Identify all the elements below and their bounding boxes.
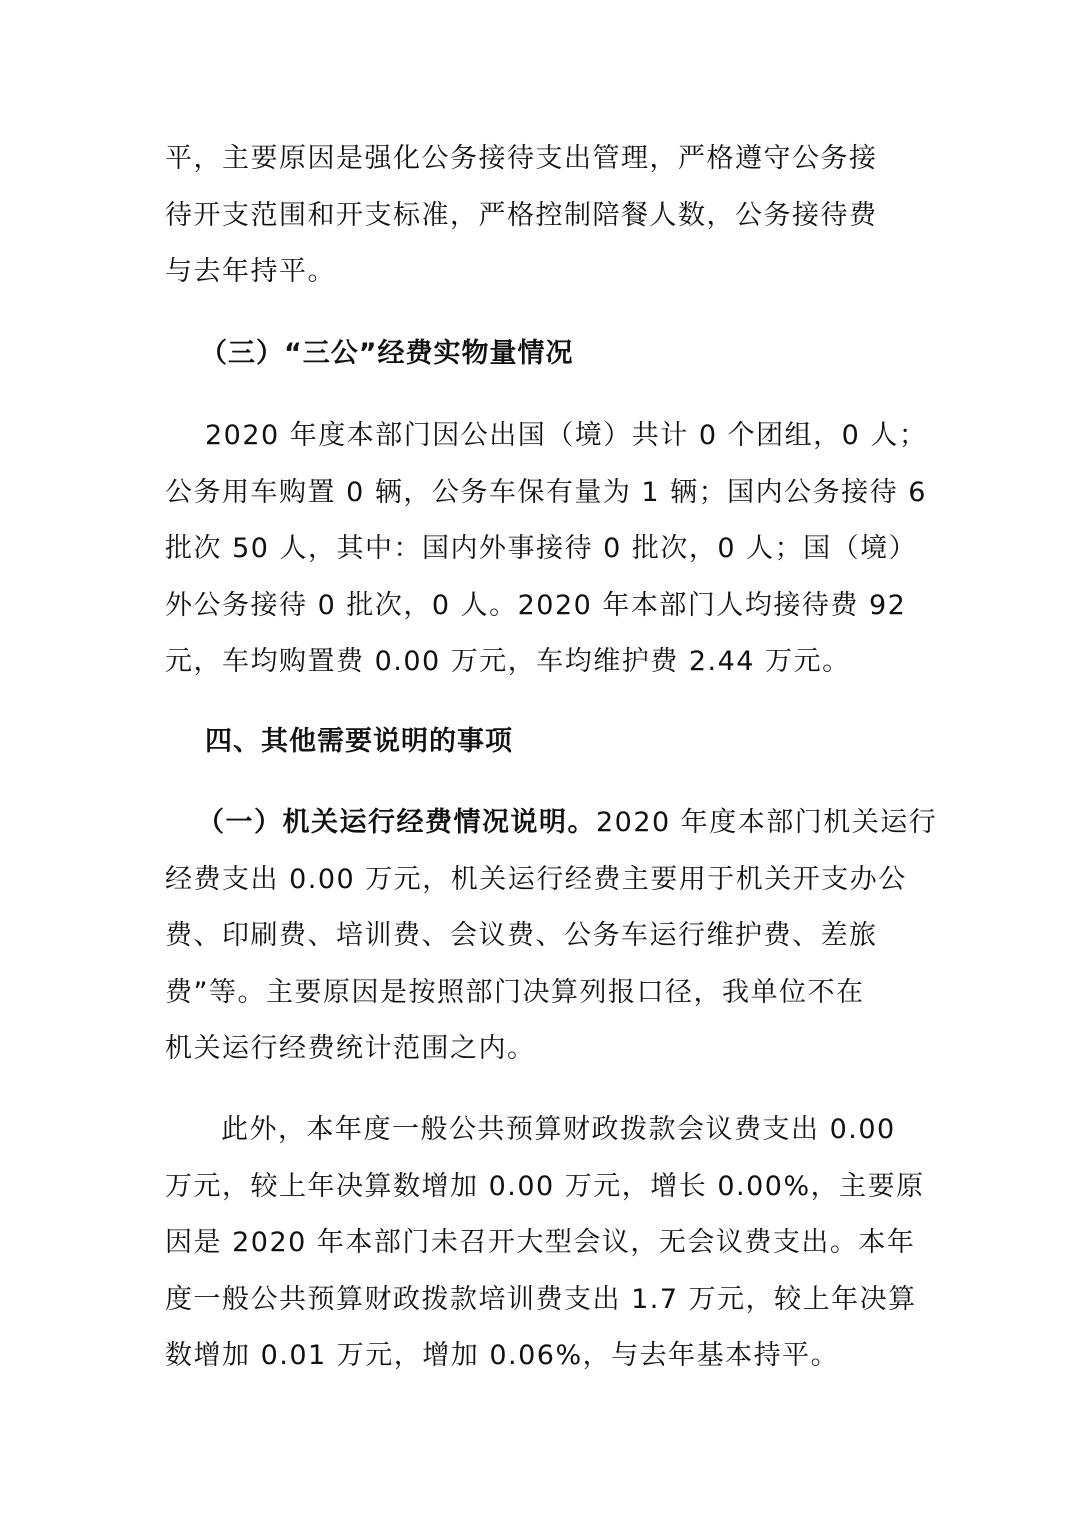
text-line: 公务用车购置 0 辆，公务车保有量为 1 辆；国内公务接待 6: [165, 476, 927, 508]
text-line: [165, 795, 938, 852]
text-line: 因是 2020 年本部门未召开大型会议，无会议费支出。本年: [165, 1227, 916, 1258]
text-line: 外公务接待 0 批次，0 人。2020 年本部门人均接待费 92: [165, 589, 907, 621]
text-line: 数增加 0.01 万元，增加 0.06%，与去年基本持平。: [165, 1340, 840, 1371]
subsection-label: （一）机关运行经费情况说明。: [197, 807, 596, 838]
text-line: 元，车均购置费 0.00 万元，车均维护费 2.44 万元。: [165, 646, 851, 677]
text-line: 此外，本年度一般公共预算财政拨款会议费支出 0.00: [221, 1114, 896, 1145]
text-line: 待开支范围和开支标准，严格控制陪餐人数，公务接待费: [165, 199, 878, 231]
section-heading-other-matters: 四、其他需要说明的事项: [205, 726, 513, 757]
text-line: 费”等。主要原因是按照部门决算列报口径，我单位不在: [165, 976, 865, 1008]
text-line: 机关运行经费统计范围之内。: [165, 1033, 536, 1064]
paragraph-physical-quantities: [165, 408, 928, 691]
paragraph-hospitality-summary: [165, 131, 905, 301]
text-span: 2020 年度本部门机关运行: [596, 807, 938, 838]
section-heading-three-public-quantities: （三）“三公”经费实物量情况: [200, 338, 574, 369]
text-line: 批次 50 人，其中：国内外事接待 0 批次，0 人；国（境）: [165, 533, 918, 564]
text-line: 与去年持平。: [165, 256, 336, 287]
text-line: 平，主要原因是强化公务接待支出管理，严格遵守公务接: [165, 143, 878, 174]
paragraph-operating-expenses: [165, 795, 938, 1078]
text-line: 2020 年度本部门因公出国（境）共计 0 个团组，0 人；: [205, 420, 928, 451]
paragraph-meeting-training-fees: [165, 1102, 925, 1385]
text-line: 经费支出 0.00 万元，机关运行经费主要用于机关开支办公: [165, 863, 907, 895]
text-line: 万元，较上年决算数增加 0.00 万元，增长 0.00%，主要原: [165, 1170, 925, 1202]
text-line: 度一般公共预算财政拨款培训费支出 1.7 万元，较上年决算: [165, 1283, 917, 1315]
text-line: 费、印刷费、培训费、会议费、公务车运行维护费、差旅: [165, 920, 878, 951]
